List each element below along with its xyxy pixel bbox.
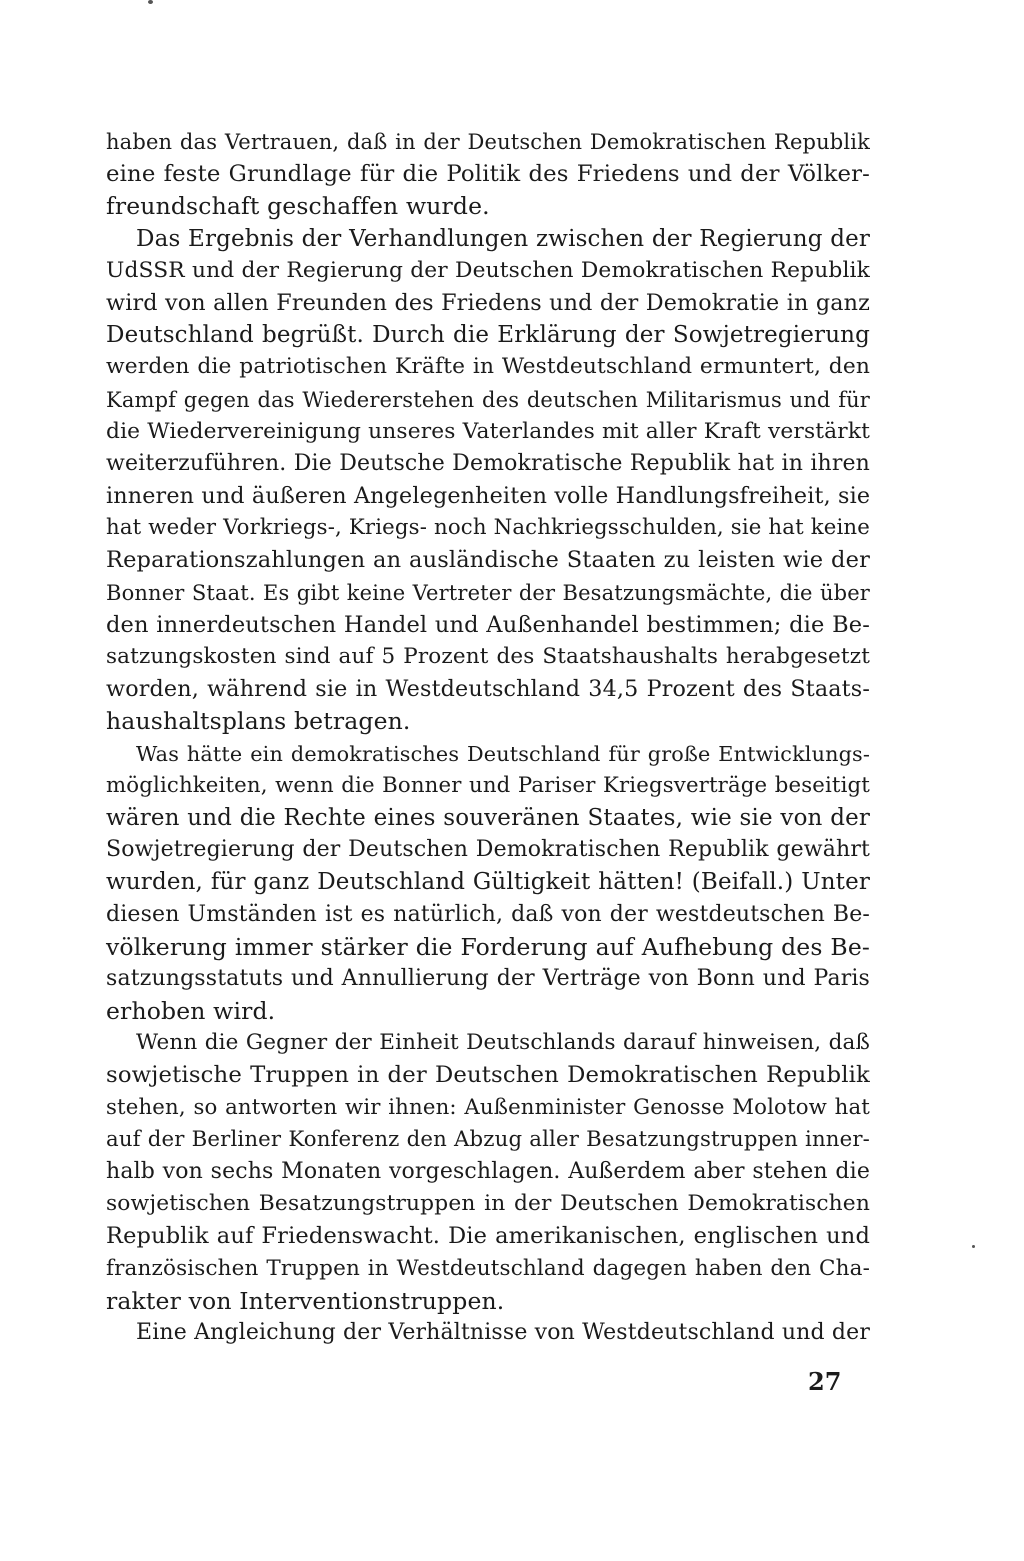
text-line: Wenn die Gegner der Einheit Deutschlands darauf hinweisen, daß [136, 1030, 870, 1056]
text-line: sowjetische Truppen in der Deutschen Demokratischen Republik [106, 1062, 870, 1089]
text-line: Bonner Staat. Es gibt keine Vertreter der Besatzungsmächte, die über [106, 580, 870, 605]
text-line: Deutschland begrüßt. Durch die Erklärung der Sowjetregierung [106, 322, 870, 349]
page-number: 27 [808, 1367, 842, 1396]
text-line: möglichkeiten, wenn die Bonner und Pariser Kriegsverträge beseitigt [106, 772, 870, 798]
text-line: freundschaft geschaffen wurde. [106, 192, 490, 221]
text-line: halb von sechs Monaten vorgeschlagen. Außerdem aber stehen die [106, 1159, 870, 1184]
text-line: die Wiedervereinigung unseres Vaterlandes mit aller Kraft verstärkt [106, 418, 871, 444]
text-line: satzungskosten sind auf 5 Prozent des Staatshaushalts herabgesetzt [106, 644, 870, 669]
text-line: haushaltsplans betragen. [106, 707, 411, 736]
text-line: wurden, für ganz Deutschland Gültigkeit hätten! (Beifall.) Unter [106, 869, 870, 896]
text-line: Das Ergebnis der Verhandlungen zwischen der Regierung der [136, 225, 870, 252]
text-line: Eine Angleichung der Verhältnisse von Westdeutschland und der [136, 1319, 870, 1345]
text-line: worden, während sie in Westdeutschland 34,5 Prozent des Staats- [106, 676, 870, 703]
text-line: französischen Truppen in Westdeutschland dagegen haben den Cha- [106, 1255, 870, 1281]
text-line: inneren und äußeren Angelegenheiten volle Handlungsfreiheit, sie [106, 483, 871, 510]
text-line: Sowjetregierung der Deutschen Demokratischen Republik gewährt [106, 837, 870, 863]
text-line: erhoben wird. [106, 997, 276, 1026]
text-line: UdSSR und der Regierung der Deutschen Demokratischen Republik [106, 257, 870, 283]
body-text [106, 126, 870, 1349]
text-line: werden die patriotischen Kräfte in Westdeutschland ermuntert, den [106, 354, 870, 380]
text-line: haben das Vertrauen, daß in der Deutschen Demokratischen Republik [106, 130, 870, 154]
text-line: Kampf gegen das Wiedererstehen des deutschen Militarismus und für [106, 387, 870, 412]
ink-speck-top [148, 0, 153, 4]
text-line: sowjetischen Besatzungstruppen in der Deutschen Demokratischen [106, 1191, 870, 1217]
text-line: weiterzuführen. Die Deutsche Demokratische Republik hat in ihren [106, 450, 870, 476]
text-line: satzungsstatuts und Annullierung der Verträge von Bonn und Paris [106, 965, 870, 991]
text-line: hat weder Vorkriegs-, Kriegs- noch Nachkriegsschulden, sie hat keine [106, 515, 870, 541]
text-line: stehen, so antworten wir ihnen: Außenminister Genosse Molotow hat [106, 1094, 870, 1120]
text-line: Reparationszahlungen an ausländische Staaten zu leisten wie der [106, 547, 870, 574]
text-line: eine feste Grundlage für die Politik des Friedens und der Völker- [106, 161, 870, 188]
text-line: wären und die Rechte eines souveränen Staates, wie sie von der [106, 804, 870, 831]
text-line: auf der Berliner Konferenz den Abzug aller Besatzungstruppen inner- [106, 1126, 870, 1152]
text-line: Republik auf Friedenswacht. Die amerikanischen, englischen und [106, 1223, 870, 1250]
ink-speck-margin [972, 1245, 975, 1248]
text-line: wird von allen Freunden des Friedens und der Demokratie in ganz [106, 289, 870, 316]
text-line: völkerung immer stärker die Forderung auf Aufhebung des Be- [106, 932, 870, 961]
text-line: den innerdeutschen Handel und Außenhandel bestimmen; die Be- [106, 611, 870, 638]
text-line: diesen Umständen ist es natürlich, daß von der westdeutschen Be- [106, 901, 870, 927]
text-line: rakter von Interventionstruppen. [106, 1286, 505, 1315]
text-line: Was hätte ein demokratisches Deutschland für große Entwicklungs- [136, 741, 870, 766]
